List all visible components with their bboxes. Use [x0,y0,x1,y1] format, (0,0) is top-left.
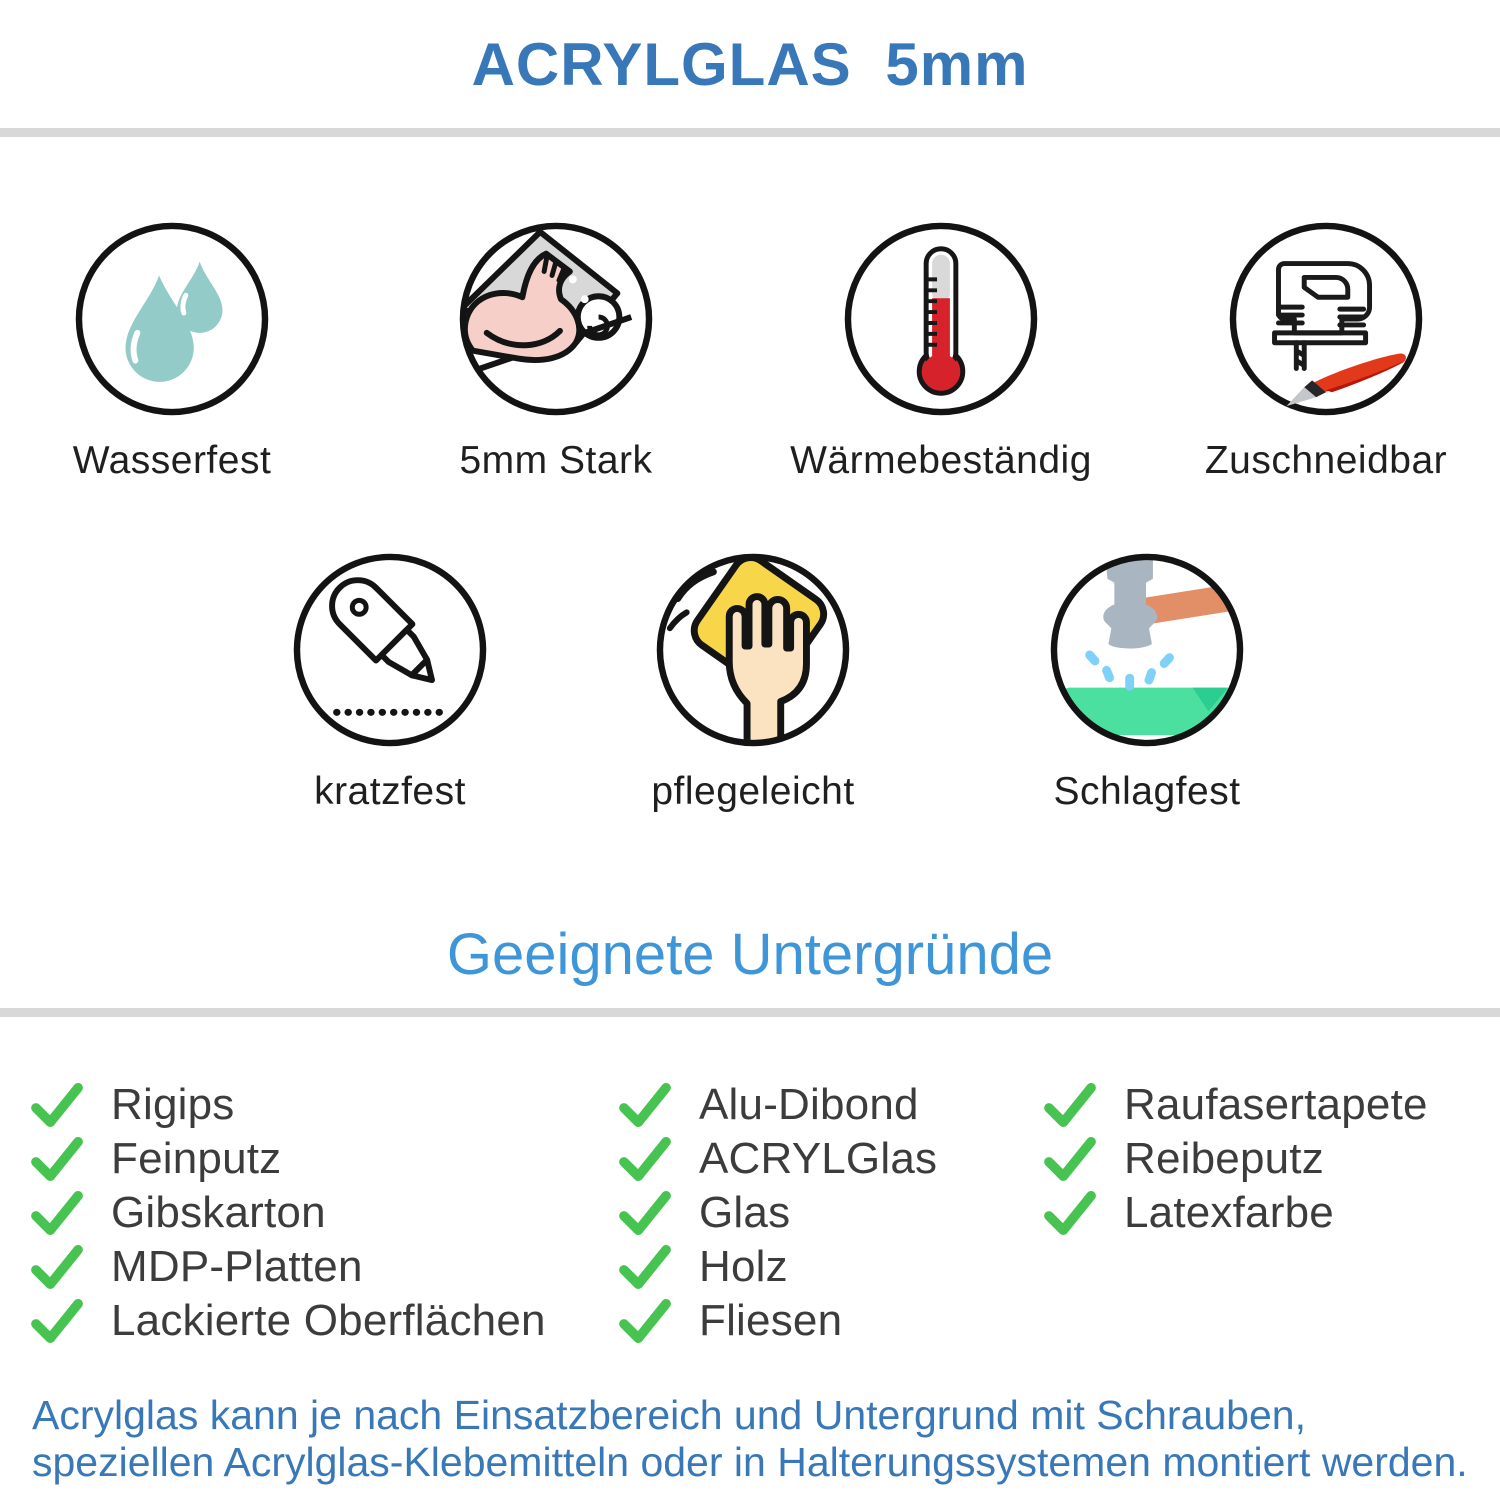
check-icon [30,1082,84,1128]
substrate-label: Rigips [111,1080,235,1129]
substrate-label: Reibeputz [1124,1134,1324,1183]
utility-knife-icon [293,553,487,747]
feature-schlagfest [947,553,1347,813]
feature-label: Wärmebeständig [790,439,1092,482]
substrate-label: Fliesen [699,1296,843,1345]
page-title: ACRYLGLAS 5mm [471,31,1029,98]
feature-5mm-stark [356,222,756,482]
substrate-column-1 [30,1078,546,1348]
check-icon [30,1298,84,1344]
feature-wasserfest [0,222,372,482]
list-item [618,1186,937,1240]
list-item [618,1078,937,1132]
feature-label: kratzfest [314,770,466,813]
check-icon [1043,1190,1097,1236]
feature-zuschneidbar [1126,222,1500,482]
footer-line: speziellen Acrylglas-Klebemitteln oder in Halterungssystemen montiert werden. [32,1439,1468,1485]
feature-label: pflegeleicht [651,770,855,813]
check-icon [30,1136,84,1182]
muscle-arm-icon [459,222,653,416]
check-icon [618,1190,672,1236]
substrate-label: Glas [699,1188,791,1237]
substrate-label: MDP-Platten [111,1242,363,1291]
check-icon [618,1136,672,1182]
water-drops-icon [75,222,269,416]
list-item [30,1186,546,1240]
list-item [30,1294,546,1348]
substrate-label: Latexfarbe [1124,1188,1334,1237]
substrate-label: Feinputz [111,1134,282,1183]
substrate-label: Holz [699,1242,788,1291]
list-item [1043,1078,1428,1132]
substrate-label: Lackierte Oberflächen [111,1296,546,1345]
check-icon [618,1244,672,1290]
feature-label: 5mm Stark [459,439,653,482]
substrate-label: Alu-Dibond [699,1080,919,1129]
list-item [618,1240,937,1294]
divider-top [0,128,1500,137]
list-item [1043,1186,1428,1240]
check-icon [1043,1082,1097,1128]
footer-note [32,1392,1492,1486]
list-item [30,1078,546,1132]
feature-label: Schlagfest [1053,770,1241,813]
thermometer-icon [844,222,1038,416]
feature-pflegeleicht [553,553,953,813]
list-item [30,1132,546,1186]
feature-label: Zuschneidbar [1204,439,1448,482]
check-icon [30,1190,84,1236]
wiping-hand-icon [656,553,850,747]
feature-label: Wasserfest [72,439,272,482]
check-icon [30,1244,84,1290]
section-title: Geeignete Untergründe [446,922,1054,987]
substrate-label: Gibskarton [111,1188,326,1237]
substrate-column-3 [1043,1078,1428,1240]
list-item [30,1240,546,1294]
hammer-icon [1050,553,1244,747]
substrate-label: Raufasertapete [1124,1080,1428,1129]
footer-line: Acrylglas kann je nach Einsatzbereich und Untergrund mit Schrauben, [32,1392,1306,1438]
substrate-column-2 [618,1078,937,1348]
list-item [618,1294,937,1348]
divider-section [0,1008,1500,1017]
jigsaw-icon [1229,222,1423,416]
list-item [1043,1132,1428,1186]
feature-waermebestaendig [741,222,1141,482]
list-item [618,1132,937,1186]
substrate-label: ACRYLGlas [699,1134,938,1183]
feature-kratzfest [190,553,590,813]
check-icon [618,1298,672,1344]
check-icon [618,1082,672,1128]
check-icon [1043,1136,1097,1182]
